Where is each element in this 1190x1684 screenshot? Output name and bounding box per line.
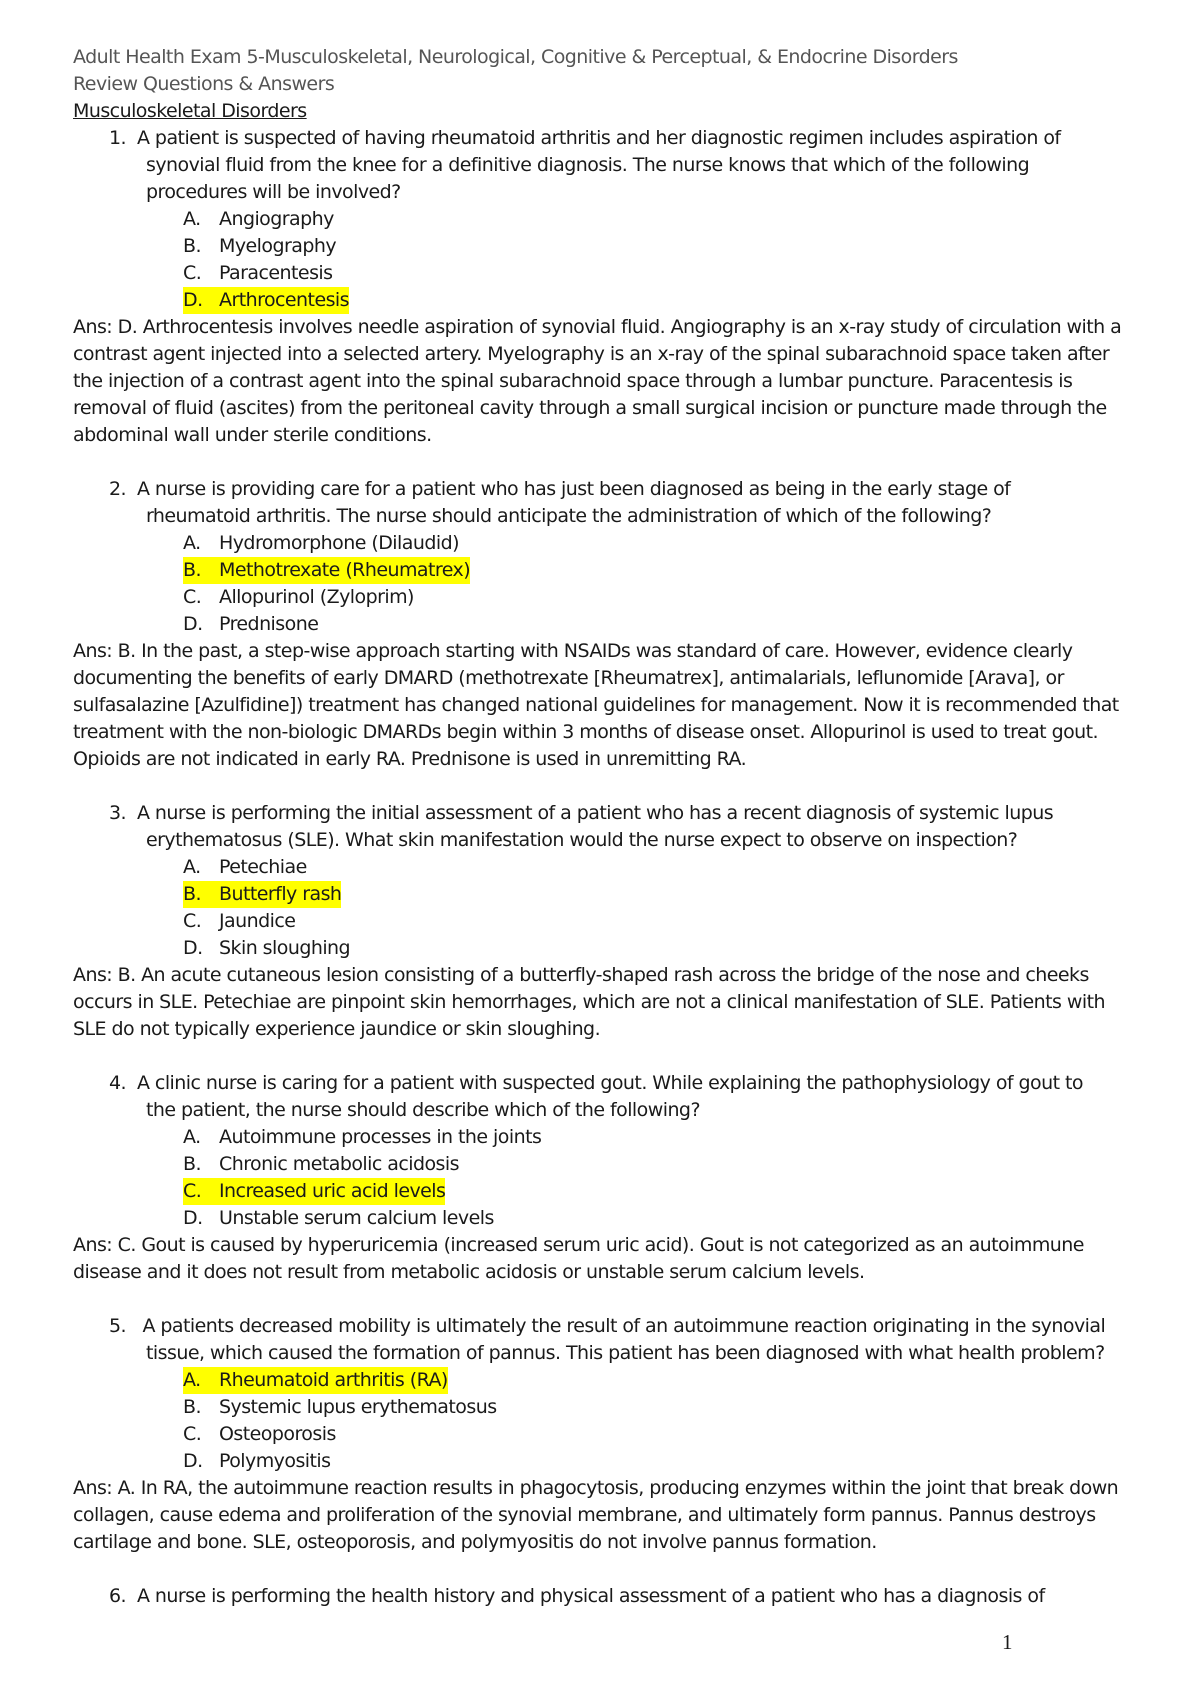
answer-explanation-line: Opioids are not indicated in early RA. Prednisone is used in unremitting RA. (73, 748, 747, 770)
question-5 (73, 1313, 1133, 1556)
question-stem-line: 2. A nurse is providing care for a patient who has just been diagnosed as being in the early stage of (73, 476, 1133, 503)
document-title: Adult Health Exam 5-Musculoskeletal, Neurological, Cognitive & Perceptual, & Endocrine Disorders (73, 46, 958, 68)
question-stem-line: the patient, the nurse should describe which of the following? (146, 1099, 700, 1121)
question-number: 2. (109, 478, 127, 500)
question-number: 1. (109, 127, 127, 149)
option-a: A. Hydromorphone (Dilaudid) (183, 532, 459, 554)
option-d: D. Unstable serum calcium levels (183, 1207, 494, 1229)
option-d: D. Skin sloughing (183, 937, 351, 959)
answer-explanation-line: the injection of a contrast agent into the spinal subarachnoid space through a lumbar puncture. Paracentesis is (73, 370, 1073, 392)
question-number: 4. (109, 1072, 127, 1094)
question-number: 3. (109, 802, 127, 824)
correct-answer-highlight: C. Increased uric acid levels (183, 1178, 445, 1205)
document-subtitle: Review Questions & Answers (73, 73, 335, 95)
question-stem-line: 1. A patient is suspected of having rheumatoid arthritis and her diagnostic regimen includes aspiration of (73, 125, 1133, 152)
answer-explanation-line: contrast agent injected into a selected artery. Myelography is an x-ray of the spinal subarachnoid space taken after (73, 343, 1110, 365)
question-stem-line: 5. A patients decreased mobility is ultimately the result of an autoimmune reaction originating in the synovial (73, 1313, 1133, 1340)
option-c: C. Paracentesis (183, 262, 333, 284)
option-d: D. Prednisone (183, 613, 319, 635)
option-c-correct (73, 1178, 1133, 1205)
answer-explanation-line: disease and it does not result from metabolic acidosis or unstable serum calcium levels. (73, 1261, 865, 1283)
option-b-correct (73, 557, 1133, 584)
section-heading: Musculoskeletal Disorders (73, 100, 307, 122)
answer-explanation-line: occurs in SLE. Petechiae are pinpoint skin hemorrhages, which are not a clinical manifestation of SLE. Patients with (73, 991, 1105, 1013)
question-2 (73, 476, 1133, 773)
option-a-correct (73, 1367, 1133, 1394)
question-stem-line: erythematosus (SLE). What skin manifestation would the nurse expect to observe on inspection? (146, 829, 1018, 851)
question-number: 6. (109, 1585, 127, 1607)
question-3 (73, 800, 1133, 1043)
answer-explanation-line: collagen, cause edema and proliferation of the synovial membrane, and ultimately form pannus. Pannus destroys (73, 1504, 1096, 1526)
option-b: B. Myelography (183, 235, 337, 257)
option-a: A. Autoimmune processes in the joints (183, 1126, 542, 1148)
option-a: A. Petechiae (183, 856, 307, 878)
answer-explanation-line: Ans: C. Gout is caused by hyperuricemia (increased serum uric acid). Gout is not categorized as an autoimmune (73, 1234, 1084, 1256)
question-number: 5. (109, 1315, 127, 1337)
question-stem-line: synovial fluid from the knee for a definitive diagnosis. The nurse knows that which of the following (146, 154, 1030, 176)
question-stem-line: procedures will be involved? (146, 181, 401, 203)
question-stem-line: 4. A clinic nurse is caring for a patient with suspected gout. While explaining the pathophysiology of gout to (73, 1070, 1133, 1097)
question-6 (73, 1583, 1133, 1610)
answer-explanation-line: treatment with the non-biologic DMARDs begin within 3 months of disease onset. Allopurinol is used to treat gout. (73, 721, 1099, 743)
page-content (73, 44, 1133, 1610)
answer-explanation-line: Ans: B. In the past, a step-wise approach starting with NSAIDs was standard of care. However, evidence clearly (73, 640, 1073, 662)
option-b: B. Systemic lupus erythematosus (183, 1396, 497, 1418)
answer-explanation-line: sulfasalazine [Azulfidine]) treatment has changed national guidelines for management. Now it is recommended that (73, 694, 1119, 716)
answer-explanation-line: Ans: A. In RA, the autoimmune reaction results in phagocytosis, producing enzymes within the joint that break down (73, 1477, 1119, 1499)
correct-answer-highlight: D. Arthrocentesis (183, 287, 349, 314)
question-stem-line: rheumatoid arthritis. The nurse should anticipate the administration of which of the following? (146, 505, 992, 527)
option-c: C. Allopurinol (Zyloprim) (183, 586, 414, 608)
answer-explanation-line: cartilage and bone. SLE, osteoporosis, and polymyositis do not involve pannus formation. (73, 1531, 877, 1553)
answer-explanation-line: documenting the benefits of early DMARD (methotrexate [Rheumatrex], antimalarials, leflunomide [Arava], or (73, 667, 1064, 689)
question-stem-line: 3. A nurse is performing the initial assessment of a patient who has a recent diagnosis of systemic lupus (73, 800, 1133, 827)
option-c: C. Osteoporosis (183, 1423, 336, 1445)
answer-explanation-line: SLE do not typically experience jaundice or skin sloughing. (73, 1018, 601, 1040)
question-1 (73, 125, 1133, 449)
correct-answer-highlight: B. Butterfly rash (183, 881, 341, 908)
correct-answer-highlight: A. Rheumatoid arthritis (RA) (183, 1367, 448, 1394)
answer-explanation-line: Ans: D. Arthrocentesis involves needle aspiration of synovial fluid. Angiography is an x-ray study of circulation with a (73, 316, 1122, 338)
answer-explanation-line: abdominal wall under sterile conditions. (73, 424, 432, 446)
option-b: B. Chronic metabolic acidosis (183, 1153, 459, 1175)
option-b-correct (73, 881, 1133, 908)
correct-answer-highlight: B. Methotrexate (Rheumatrex) (183, 557, 470, 584)
option-d: D. Polymyositis (183, 1450, 331, 1472)
option-d-correct (73, 287, 1133, 314)
question-stem-line: tissue, which caused the formation of pannus. This patient has been diagnosed with what health problem? (146, 1342, 1105, 1364)
option-a: A. Angiography (183, 208, 334, 230)
question-stem-line: 6. A nurse is performing the health history and physical assessment of a patient who has a diagnosis of (73, 1583, 1133, 1610)
page-number: 1 (1002, 1630, 1013, 1654)
answer-explanation-line: Ans: B. An acute cutaneous lesion consisting of a butterfly-shaped rash across the bridge of the nose and cheeks (73, 964, 1089, 986)
answer-explanation-line: removal of fluid (ascites) from the peritoneal cavity through a small surgical incision or puncture made through the (73, 397, 1107, 419)
question-4 (73, 1070, 1133, 1286)
option-c: C. Jaundice (183, 910, 296, 932)
